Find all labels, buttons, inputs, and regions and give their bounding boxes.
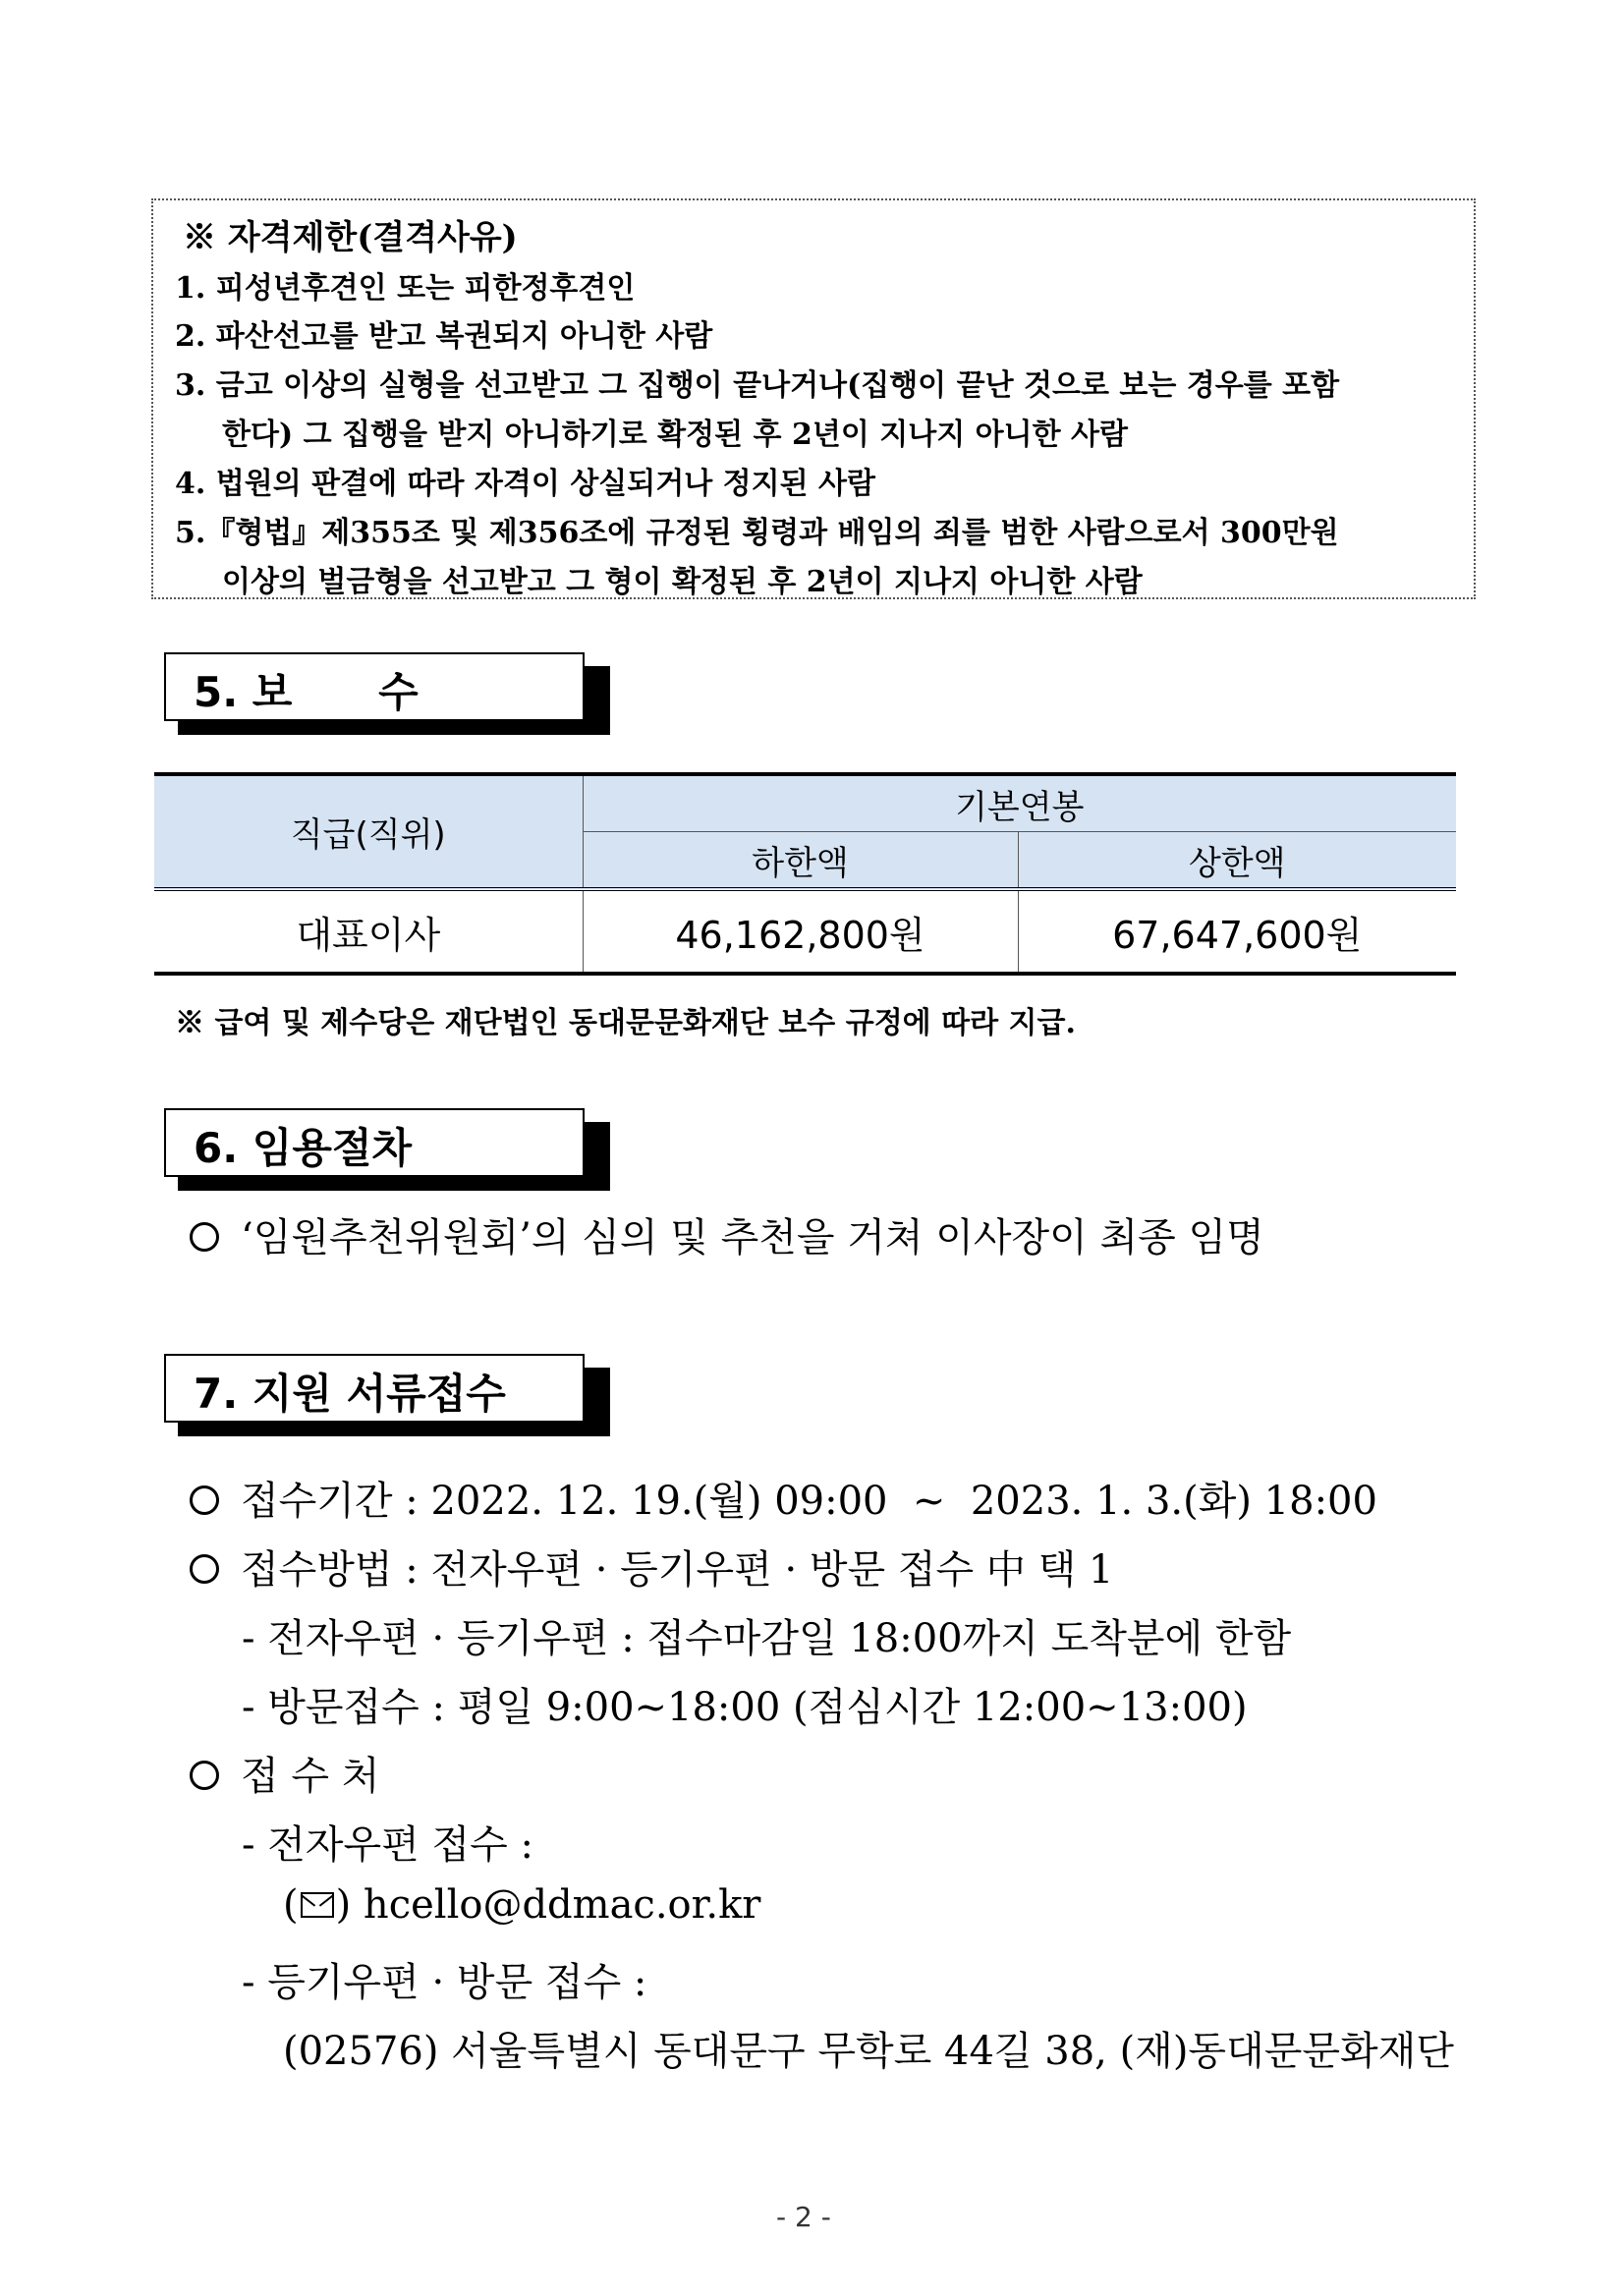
post-visit-label: - 등기우편 · 방문 접수 :	[242, 1960, 647, 2005]
section-5-header	[164, 652, 596, 721]
qualification-item: 5.『형법』제355조 및 제356조에 규정된 횡령과 배임의 죄를 범한 사람으로서 300만원	[175, 516, 1339, 550]
application-place	[190, 1745, 379, 1801]
email-paren-open: (	[283, 1882, 299, 1928]
application-period	[190, 1470, 1377, 1526]
section-7-title: 7. 지원 서류접수	[194, 1370, 506, 1418]
cell-position: 대표이사	[154, 889, 583, 974]
application-place-text: 접 수 처	[241, 1754, 380, 1799]
header-base-salary: 기본연봉	[583, 774, 1456, 832]
circle-bullet-icon	[190, 1485, 219, 1515]
email-line	[283, 1882, 760, 1928]
appointment-text: ‘임원추천위원회’의 심의 및 추천을 거쳐 이사장이 최종 임명	[241, 1215, 1264, 1260]
header-min: 하한액	[583, 832, 1018, 890]
circle-bullet-icon	[190, 1554, 219, 1584]
circle-bullet-icon	[190, 1222, 219, 1252]
qualification-title: ※ 자격제한(결격사유)	[183, 218, 518, 257]
appointment-procedure	[190, 1206, 1264, 1262]
cell-min-salary: 46,162,800원	[583, 889, 1018, 974]
application-period-text: 접수기간 : 2022. 12. 19.(월) 09:00 ~ 2023. 1. 3.(화) 18:00	[241, 1479, 1377, 1524]
section-6-title: 6. 임용절차	[194, 1124, 413, 1172]
section-6-header	[164, 1108, 596, 1177]
salary-table	[154, 772, 1456, 976]
application-method	[190, 1539, 1113, 1595]
qualification-item: 2. 파산선고를 받고 복권되지 아니한 사람	[175, 319, 713, 354]
section-5-title: 5. 보 수	[194, 668, 419, 716]
method-sub-email-post: - 전자우편 · 등기우편 : 접수마감일 18:00까지 도착분에 한함	[242, 1616, 1292, 1661]
application-method-text: 접수방법 : 전자우편 · 등기우편 · 방문 접수 中 택 1	[241, 1547, 1114, 1593]
qualification-item-continued: 이상의 벌금형을 선고받고 그 형이 확정된 후 2년이 지나지 아니한 사람	[222, 565, 1143, 599]
email-label: - 전자우편 접수 :	[242, 1822, 533, 1868]
cell-max-salary: 67,647,600원	[1018, 889, 1456, 974]
header-position: 직급(직위)	[154, 774, 583, 889]
method-sub-visit: - 방문접수 : 평일 9:00~18:00 (점심시간 12:00~13:00)	[242, 1685, 1248, 1730]
envelope-icon	[301, 1892, 334, 1918]
email-paren-close: )	[335, 1882, 352, 1928]
qualification-box	[151, 198, 1476, 599]
qualification-item: 3. 금고 이상의 실형을 선고받고 그 집행이 끝나거나(집행이 끝난 것으로 보는 경우를 포함	[175, 368, 1340, 403]
salary-note: ※ 급여 및 제수당은 재단법인 동대문문화재단 보수 규정에 따라 지급.	[175, 1006, 1076, 1040]
mailing-address: (02576) 서울특별시 동대문구 무학로 44길 38, (재)동대문문화재단	[283, 2029, 1454, 2074]
qualification-item: 1. 피성년후견인 또는 피한정후견인	[175, 271, 636, 306]
section-7-header	[164, 1354, 596, 1423]
qualification-item: 4. 법원의 판결에 따라 자격이 상실되거나 정지된 사람	[175, 467, 876, 501]
email-address[interactable]: hcello@ddmac.or.kr	[351, 1882, 761, 1928]
qualification-item-continued: 한다) 그 집행을 받지 아니하기로 확정된 후 2년이 지나지 아니한 사람	[222, 418, 1128, 452]
circle-bullet-icon	[190, 1761, 219, 1790]
header-max: 상한액	[1018, 832, 1456, 890]
page-number: - 2 -	[776, 2201, 831, 2233]
